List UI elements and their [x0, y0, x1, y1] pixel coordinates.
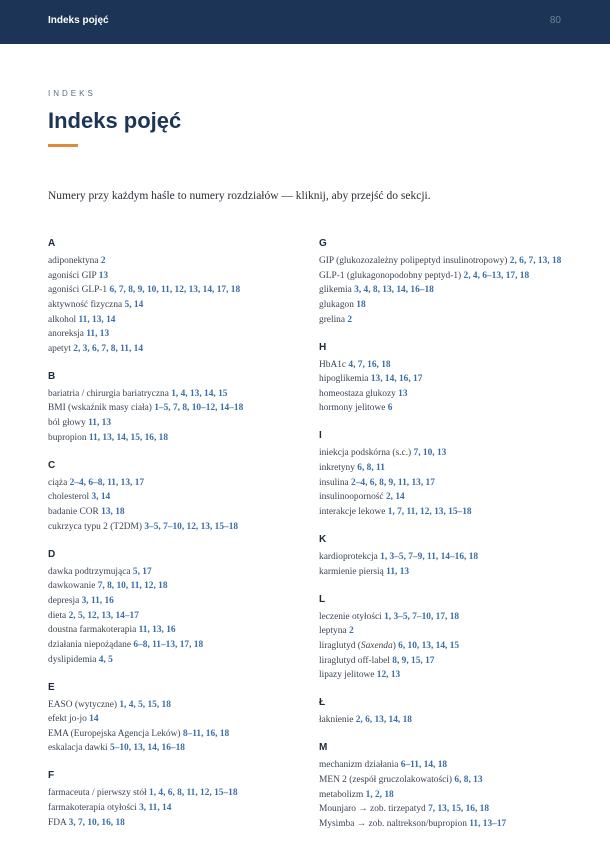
entry-term: dyslipidemia	[48, 654, 97, 665]
entry-term: liraglutyd off-label	[319, 655, 390, 666]
index-entry	[319, 789, 569, 802]
entry-term: BMI (wskaźnik masy ciała)	[48, 403, 152, 414]
entry-term: anoreksja	[48, 329, 84, 340]
index-section	[48, 365, 300, 445]
entry-term: dawka podtrzymująca	[48, 566, 131, 577]
index-section	[319, 588, 569, 683]
entry-chapter-links[interactable]: 1, 7, 11, 12, 13, 15–18	[387, 507, 472, 518]
entry-chapter-links[interactable]: 7, 10, 13	[413, 448, 447, 459]
entry-term: Mounjaro → zob. tirzepatyd	[319, 804, 426, 815]
entry-chapter-links[interactable]: 1–5, 7, 8, 10–12, 14–18	[154, 403, 244, 414]
index-entry	[48, 299, 300, 312]
index-entry	[319, 551, 569, 564]
section-letter: H	[319, 341, 327, 353]
index-entry	[319, 655, 569, 668]
entry-chapter-links[interactable]: 12, 13	[376, 670, 401, 681]
section-letter: F	[48, 770, 55, 782]
title-accent-line	[48, 144, 78, 147]
entry-term: eskalacja dawki	[48, 743, 108, 754]
entry-chapter-links[interactable]: 13	[98, 270, 109, 281]
index-entry	[48, 417, 300, 430]
section-letter: K	[319, 534, 327, 546]
index-section	[319, 336, 569, 416]
entry-term: interakcje lekowe	[319, 507, 386, 518]
entry-term: bupropion	[48, 432, 87, 443]
entry-term: GLP-1 (glukagonopodobny peptyd-1)	[319, 270, 462, 281]
index-entry	[319, 388, 569, 401]
index-entry	[48, 477, 300, 490]
entry-term: apetyt	[48, 343, 71, 354]
entry-chapter-links[interactable]: 2–4, 6, 8, 9, 11, 13, 17	[351, 477, 435, 488]
section-letter: B	[48, 370, 56, 382]
entry-term: ciąża	[48, 477, 68, 488]
entry-term: glikemia	[319, 285, 352, 296]
entry-chapter-links[interactable]: 6	[387, 403, 393, 414]
index-entry	[319, 491, 569, 504]
section-letter: A	[48, 238, 56, 249]
intro-text: Numery przy każdym haśle to numery rozdziałów — kliknij, aby przejść do sekcji.	[48, 190, 431, 202]
entry-chapter-links[interactable]: 1, 4, 13, 14, 15	[171, 388, 228, 399]
index-entry	[48, 639, 300, 652]
entry-term: leczenie otyłości	[319, 611, 382, 622]
index-section	[319, 232, 569, 327]
entry-chapter-links[interactable]: 11, 13, 14	[78, 314, 116, 325]
index-entry	[319, 373, 569, 386]
entry-chapter-links[interactable]: 11, 13–17	[469, 818, 507, 829]
index-entry	[319, 818, 569, 831]
entry-chapter-links[interactable]: 11, 13, 16	[138, 625, 176, 636]
index-section	[48, 764, 300, 829]
entry-chapter-links[interactable]: 6, 8, 11	[357, 463, 385, 474]
index-entry	[319, 402, 569, 415]
entry-term: badanie COR	[48, 507, 99, 518]
entry-term: farmaceuta / pierwszy stół	[48, 788, 147, 799]
entry-term: depresja	[48, 595, 80, 606]
entry-term: adiponektyna	[48, 256, 99, 266]
index-entry	[319, 669, 569, 682]
index-entry	[48, 521, 300, 534]
index-entry	[319, 284, 569, 297]
entry-chapter-links[interactable]: 2, 14	[385, 492, 405, 503]
entry-term: kardioprotekcja	[319, 552, 378, 563]
entry-term: mechanizm działania	[319, 760, 399, 771]
entry-term: agoniści GLP-1	[48, 285, 108, 296]
entry-chapter-links[interactable]: 6, 10, 13, 14, 15	[398, 640, 460, 651]
entry-term: alkohol	[48, 314, 77, 325]
entry-chapter-links[interactable]: 6–8, 11–13, 17, 18	[133, 639, 204, 650]
entry-term: działania niepożądane	[48, 639, 132, 650]
entry-term: farmakoterapia otyłości	[48, 803, 137, 814]
entry-chapter-links[interactable]: 8–11, 16, 18	[182, 728, 230, 739]
index-entry	[48, 610, 300, 623]
entry-chapter-links[interactable]: 1, 3–5, 7–9, 11, 14–16, 18	[380, 552, 479, 563]
section-kicker: INDEKS	[48, 89, 96, 98]
index-entry	[319, 774, 569, 787]
entry-term: cukrzyca typu 2 (T2DM)	[48, 521, 142, 532]
entry-term: HbA1c	[319, 359, 347, 370]
index-entry	[48, 595, 300, 608]
entry-term: homeostaza glukozy	[319, 388, 396, 399]
entry-term: cholesterol	[48, 492, 90, 503]
entry-chapter-links[interactable]: 5, 17	[132, 566, 152, 577]
index-entry	[48, 270, 300, 283]
entry-term: GIP (glukozozależny polipeptyd insulinotropowy)	[319, 256, 508, 266]
index-section	[48, 543, 300, 667]
index-entry	[319, 803, 569, 816]
index-entry	[48, 699, 300, 712]
index-entry	[48, 255, 300, 268]
index-entry	[319, 255, 569, 268]
entry-term: bariatria / chirurgia bariatryczna	[48, 388, 169, 399]
entry-term: aktywność fizyczna	[48, 299, 123, 310]
index-entry	[319, 270, 569, 283]
entry-chapter-links[interactable]: 4, 7, 16, 18	[348, 359, 391, 370]
entry-term: Mysimba → zob. naltrekson/bupropion	[319, 818, 467, 829]
entry-chapter-links[interactable]: 5–10, 13, 14, 16–18	[109, 743, 185, 754]
index-entry	[319, 314, 569, 327]
section-letter: I	[319, 430, 322, 442]
index-entry	[319, 299, 569, 312]
entry-chapter-links[interactable]: 8, 9, 15, 17	[392, 655, 435, 666]
index-entry	[48, 491, 300, 504]
section-letter: C	[48, 459, 56, 471]
entry-term: agoniści GIP	[48, 270, 97, 281]
entry-chapter-links[interactable]: 2, 5, 12, 13, 14–17	[68, 610, 139, 621]
section-letter: E	[48, 681, 55, 693]
index-entry	[48, 432, 300, 445]
index-entry	[319, 462, 569, 475]
entry-chapter-links[interactable]: 11, 13, 14, 15, 16, 18	[88, 432, 169, 443]
index-entry	[48, 328, 300, 341]
index-column-left	[48, 232, 300, 839]
index-entry	[48, 787, 300, 800]
entry-term-suffix: )	[392, 640, 396, 651]
index-entry	[319, 359, 569, 372]
entry-chapter-links[interactable]: 18	[356, 299, 366, 310]
index-section	[48, 454, 300, 534]
index-entry	[48, 624, 300, 637]
entry-chapter-links[interactable]: 14	[89, 714, 99, 725]
index-entry	[48, 580, 300, 593]
index-section	[48, 676, 300, 756]
index-entry	[319, 506, 569, 519]
entry-chapter-links[interactable]: 13, 18	[101, 507, 125, 518]
entry-term: inkretyny	[319, 463, 355, 474]
entry-term: glukagon	[319, 299, 354, 310]
index-entry	[48, 388, 300, 401]
index-entry	[319, 625, 569, 638]
index-entry	[319, 477, 569, 490]
entry-chapter-links[interactable]: 4, 5	[98, 654, 113, 665]
entry-chapter-links[interactable]: 2	[347, 314, 353, 325]
entry-chapter-links[interactable]: 2, 6, 13, 14, 18	[355, 715, 412, 726]
entry-term: insulinooporność	[319, 492, 384, 503]
index-entry	[48, 802, 300, 815]
header-title: Indeks pojęć	[48, 15, 109, 26]
entry-term: lipazy jelitowe	[319, 670, 375, 681]
entry-chapter-links[interactable]: 7, 8, 10, 11, 12, 18	[97, 581, 168, 592]
entry-term: iniekcja podskórna (s.c.)	[319, 448, 412, 459]
index-entry	[48, 728, 300, 741]
entry-term: hipoglikemia	[319, 374, 369, 385]
entry-term: hormony jelitowe	[319, 403, 386, 414]
entry-chapter-links[interactable]: 2	[100, 256, 106, 266]
entry-term: dawkowanie	[48, 581, 96, 592]
index-entry	[319, 566, 569, 579]
entry-chapter-links[interactable]: 6–11, 14, 18	[400, 760, 448, 771]
entry-term: efekt jo-jo	[48, 714, 87, 725]
entry-chapter-links[interactable]: 1, 4, 6, 8, 11, 12, 15–18	[149, 788, 238, 799]
entry-term: liraglutyd (	[319, 640, 361, 651]
index-section	[319, 691, 569, 727]
index-entry	[48, 343, 300, 356]
index-entry	[48, 654, 300, 667]
entry-chapter-links[interactable]: 2, 3, 6, 7, 8, 11, 14	[73, 343, 144, 354]
index-entry	[48, 742, 300, 755]
index-section	[319, 528, 569, 579]
entry-chapter-links[interactable]: 13, 14, 16, 17	[370, 374, 423, 385]
entry-chapter-links[interactable]: 3, 11, 16	[81, 595, 114, 606]
entry-term: łaknienie	[319, 715, 354, 726]
index-section	[319, 736, 569, 831]
index-column-right	[319, 232, 569, 840]
section-letter: D	[48, 548, 56, 560]
index-section	[319, 424, 569, 519]
index-entry	[319, 611, 569, 624]
entry-chapter-links[interactable]: 2, 4, 6–13, 17, 18	[463, 270, 530, 281]
entry-chapter-links[interactable]: 11, 13	[386, 566, 410, 577]
entry-chapter-links[interactable]: 1, 2, 18	[365, 789, 394, 800]
entry-term: doustna farmakoterapia	[48, 625, 137, 636]
entry-chapter-links[interactable]: 5, 14	[124, 299, 144, 310]
entry-term: MEN 2 (zespół gruczolakowatości)	[319, 774, 453, 785]
section-letter: L	[319, 593, 326, 605]
index-entry	[319, 759, 569, 772]
index-entry	[48, 566, 300, 579]
index-entry	[319, 640, 569, 653]
index-entry	[319, 714, 569, 727]
entry-chapter-links[interactable]: 7, 13, 15, 16, 18	[428, 804, 490, 815]
entry-term: karmienie piersią	[319, 566, 384, 577]
section-letter: M	[319, 742, 328, 754]
entry-chapter-links[interactable]: 11, 13	[88, 418, 112, 429]
entry-term: EASO (wytyczne)	[48, 699, 117, 710]
index-entry	[48, 402, 300, 415]
index-entry	[48, 817, 300, 830]
entry-chapter-links[interactable]: 6, 7, 8, 9, 10, 11, 12, 13, 14, 17, 18	[109, 285, 241, 296]
entry-chapter-links[interactable]: 3–5, 7–10, 12, 13, 15–18	[144, 521, 239, 532]
index-section	[48, 232, 300, 356]
entry-term: dieta	[48, 610, 67, 621]
index-entry	[48, 713, 300, 726]
entry-term-italic: Saxenda	[360, 640, 393, 651]
page-title: Indeks pojęć	[48, 108, 182, 133]
entry-chapter-links[interactable]: 11, 13	[86, 329, 110, 340]
entry-chapter-links[interactable]: 2	[348, 626, 354, 637]
entry-chapter-links[interactable]: 13	[398, 388, 408, 399]
top-bar	[0, 0, 610, 44]
entry-term: grelina	[319, 314, 346, 325]
entry-chapter-links[interactable]: 3, 14	[91, 492, 111, 503]
index-entry	[48, 314, 300, 327]
entry-chapter-links[interactable]: 3, 7, 10, 16, 18	[68, 817, 125, 828]
entry-chapter-links[interactable]: 3, 11, 14	[139, 803, 172, 814]
entry-term: insulina	[319, 477, 349, 488]
entry-term: ból głowy	[48, 418, 86, 429]
index-entry	[48, 284, 300, 297]
entry-chapter-links[interactable]: 1, 3–5, 7–10, 17, 18	[384, 611, 460, 622]
page-number: 80	[549, 15, 561, 26]
section-letter: Ł	[319, 697, 326, 709]
entry-chapter-links[interactable]: 2, 6, 7, 13, 18	[509, 256, 562, 266]
index-entry	[319, 447, 569, 460]
entry-term: FDA	[48, 817, 67, 828]
entry-chapter-links[interactable]: 1, 4, 5, 15, 18	[119, 699, 171, 710]
entry-term: leptyna	[319, 626, 347, 637]
entry-chapter-links[interactable]: 3, 4, 8, 13, 14, 16–18	[354, 285, 434, 296]
entry-term: metabolizm	[319, 789, 364, 800]
entry-term: EMA (Europejska Agencja Leków)	[48, 728, 181, 739]
index-entry	[48, 506, 300, 519]
entry-chapter-links[interactable]: 6, 8, 13	[454, 774, 483, 785]
section-letter: G	[319, 238, 327, 249]
entry-chapter-links[interactable]: 2–4, 6–8, 11, 13, 17	[69, 477, 145, 488]
